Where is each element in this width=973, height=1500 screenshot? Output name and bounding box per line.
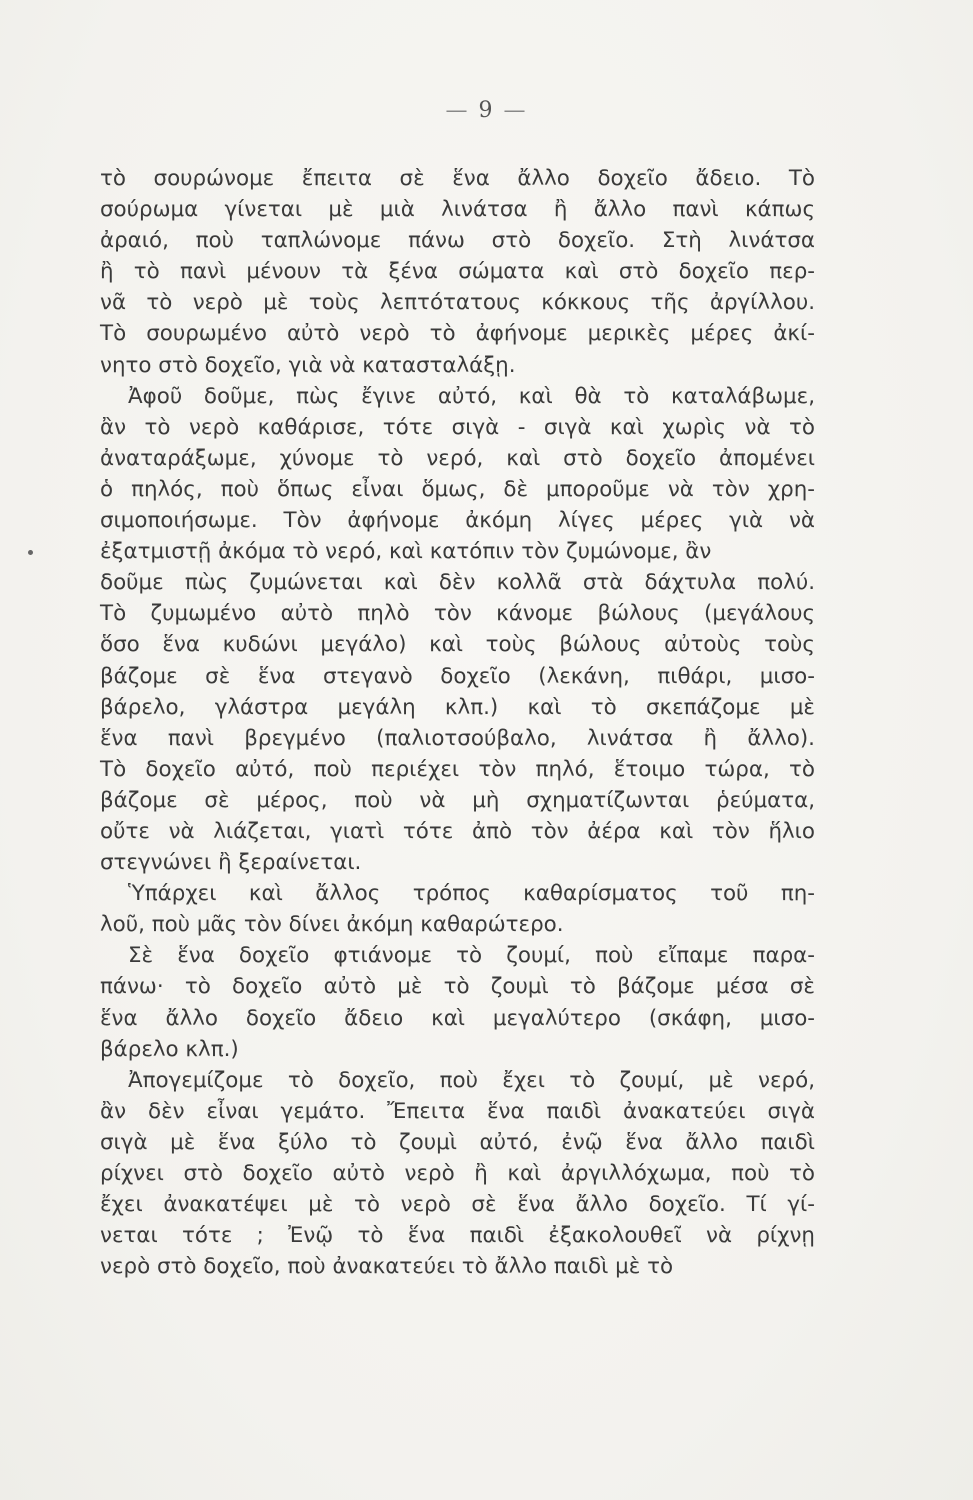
text-line: ἀναταράξωμε, χύνομε τὸ νερό, καὶ στὸ δοχεῖο ἀπομένει	[100, 445, 815, 471]
text-line: ἀραιό, ποὺ ταπλώνομε πάνω στὸ δοχεῖο. Στὴ λινάτσα	[100, 228, 815, 254]
text-line: νεται τότε ; Ἐνῷ τὸ ἕνα παιδὶ ἐξακολουθεῖ νὰ ρίχνῃ	[100, 1223, 815, 1249]
text-line: ἔχει ἀνακατέψει μὲ τὸ νερὸ σὲ ἕνα ἄλλο δοχεῖο. Τί γί-	[100, 1192, 815, 1218]
text-line: Τὸ σουρωμένο αὐτὸ νερὸ τὸ ἀφήνομε μερικὲς μέρες ἀκί-	[100, 321, 815, 347]
text-line: ἐξατμιστῇ ἀκόμα τὸ νερό, καὶ κατόπιν τὸν ζυμώνομε, ἂν	[100, 539, 712, 565]
text-line: Τὸ ζυμωμένο αὐτὸ πηλὸ τὸν κάνομε βώλους (μεγάλους	[100, 601, 815, 627]
page-number: 9	[478, 98, 495, 123]
text-line: ὁ πηλός, ποὺ ὅπως εἶναι ὅμως, δὲ μποροῦμε νὰ τὸν χρη-	[100, 476, 815, 502]
text-line: νᾶ τὸ νερὸ μὲ τοὺς λεπτότατους κόκκους τῆς ἀργίλλου.	[100, 290, 815, 316]
text-line: Ὑπάρχει καὶ ἄλλος τρόπος καθαρίσματος τοῦ πη-	[128, 881, 815, 907]
text-line: ρίχνει στὸ δοχεῖο αὐτὸ νερὸ ἢ καὶ ἀργιλλόχωμα, ποὺ τὸ	[100, 1161, 815, 1186]
margin-mark	[28, 550, 33, 555]
page-number-dash-right: —	[503, 98, 528, 123]
text-line: Σὲ ἕνα δοχεῖο φτιάνομε τὸ ζουμί, ποὺ εἴπαμε παρα-	[128, 943, 815, 969]
text-line: λοῦ, ποὺ μᾶς τὸν δίνει ἀκόμη καθαρώτερο.	[100, 912, 564, 938]
text-line: ἂν τὸ νερὸ καθάρισε, τότε σιγὰ - σιγὰ καὶ χωρὶς νὰ τὸ	[100, 414, 815, 440]
text-line: ἕνα πανὶ βρεγμένο (παλιοτσούβαλο, λινάτσα ἢ ἄλλο).	[100, 725, 815, 751]
text-line: βάζομε σὲ ἕνα στεγανὸ δοχεῖο (λεκάνη, πιθάρι, μισο-	[100, 663, 815, 689]
text-line: βάρελο, γλάστρα μεγάλη κλπ.) καὶ τὸ σκεπάζομε μὲ	[100, 694, 815, 720]
text-line: ὅσο ἕνα κυδώνι μεγάλο) καὶ τοὺς βώλους αὐτοὺς τοὺς	[100, 632, 815, 658]
text-line: Τὸ δοχεῖο αὐτό, ποὺ περιέχει τὸν πηλό, ἕτοιμο τώρα, τὸ	[100, 756, 815, 782]
text-line: ἂν δὲν εἶναι γεμάτο. Ἔπειτα ἕνα παιδὶ ἀνακατεύει σιγὰ	[100, 1098, 815, 1124]
text-line: νερὸ στὸ δοχεῖο, ποὺ ἀνακατεύει τὸ ἄλλο παιδὶ μὲ τὸ	[100, 1254, 674, 1280]
text-line: νητο στὸ δοχεῖο, γιὰ νὰ κατασταλάξῃ.	[100, 352, 516, 378]
text-line: δοῦμε πὼς ζυμώνεται καὶ δὲν κολλᾶ στὰ δάχτυλα πολύ.	[100, 570, 815, 596]
text-line: Ἀφοῦ δοῦμε, πὼς ἔγινε αὐτό, καὶ θὰ τὸ καταλάβωμε,	[128, 383, 815, 409]
text-line: σούρωμα γίνεται μὲ μιὰ λινάτσα ἢ ἄλλο πανὶ κάπως	[100, 197, 815, 223]
text-line: οὔτε νὰ λιάζεται, γιατὶ τότε ἀπὸ τὸν ἀέρα καὶ τὸν ἥλιο	[100, 818, 815, 844]
text-line: βάρελο κλπ.)	[100, 1036, 239, 1062]
body-text	[100, 163, 815, 1282]
text-line: Ἀπογεμίζομε τὸ δοχεῖο, ποὺ ἔχει τὸ ζουμί, μὲ νερό,	[128, 1067, 815, 1093]
page-number-dash-left: —	[445, 98, 470, 123]
text-line: τὸ σουρώνομε ἔπειτα σὲ ἕνα ἄλλο δοχεῖο ἄδειο. Τὸ	[100, 166, 815, 191]
text-line: στεγνώνει ἢ ξεραίνεται.	[100, 850, 362, 876]
text-line: σιμοποιήσωμε. Τὸν ἀφήνομε ἀκόμη λίγες μέρες γιὰ νὰ	[100, 508, 815, 534]
text-line: πάνω· τὸ δοχεῖο αὐτὸ μὲ τὸ ζουμὶ τὸ βάζομε μέσα σὲ	[100, 974, 815, 1000]
text-line: σιγὰ μὲ ἕνα ξύλο τὸ ζουμὶ αὐτό, ἐνῷ ἕνα ἄλλο παιδὶ	[100, 1129, 815, 1155]
page-number-header	[0, 98, 973, 123]
text-line: ἕνα ἄλλο δοχεῖο ἄδειο καὶ μεγαλύτερο (σκάφη, μισο-	[100, 1005, 815, 1031]
text-line: βάζομε σὲ μέρος, ποὺ νὰ μὴ σχηματίζωνται ῥεύματα,	[100, 787, 815, 813]
text-line: ἢ τὸ πανὶ μένουν τὰ ξένα σώματα καὶ στὸ δοχεῖο περ-	[100, 259, 815, 285]
